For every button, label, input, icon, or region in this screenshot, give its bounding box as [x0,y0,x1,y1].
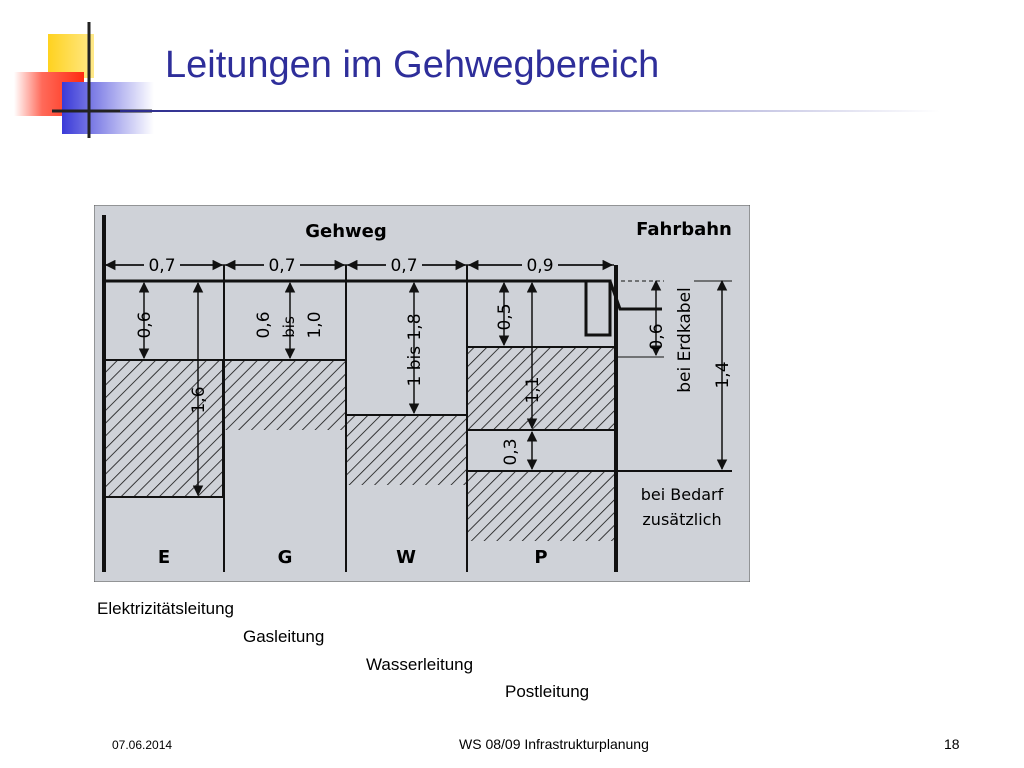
depth-p-top: 0,5 [495,303,515,331]
width-label-e: 0,7 [148,256,176,276]
caption-water: Wasserleitung [366,655,474,674]
zone-post-lower [468,471,616,541]
caption-post: Postleitung [505,682,590,701]
slide-title: Leitungen im Gehwegbereich [165,44,660,86]
title-underline [120,110,940,112]
zone-water [346,415,467,485]
column-label-g: G [277,547,293,568]
column-label-p: P [534,547,548,568]
footer-page-number: 18 [944,736,960,752]
width-label-p: 0,9 [526,256,554,276]
width-label-g: 0,7 [268,256,296,276]
zone-electric [104,360,223,497]
caption-electric: Elektrizitätsleitung [97,599,235,618]
depth-e-top: 0,6 [135,311,155,339]
depth-p-gap: 0,3 [501,438,521,466]
header-road: Fahrbahn [636,219,732,240]
header-sidewalk: Gehweg [305,221,387,242]
extra-note-line1: bei Bedarf [640,485,724,504]
cable-note: bei Erdkabel [675,287,695,393]
utility-cross-section-diagram [94,205,750,582]
slide-logo [0,0,160,140]
width-label-w: 0,7 [390,256,418,276]
depth-curb: 0,6 [647,323,667,351]
footer-course: WS 08/09 Infrastrukturplanung [459,736,649,752]
depth-e-height: 1,6 [189,386,209,414]
column-label-e: E [157,547,171,568]
extra-note-line2: zusätzlich [642,510,722,529]
depth-g-line2: bis [280,316,298,338]
column-label-w: W [396,547,416,568]
depth-g-line3: 1,0 [305,311,325,339]
depth-cable-total: 1,4 [713,361,733,389]
depth-g-line1: 0,6 [254,311,274,339]
footer-date: 07.06.2014 [112,738,173,752]
caption-gas: Gasleitung [243,627,325,646]
depth-p-band: 1,1 [523,376,543,404]
zone-gas [224,360,345,430]
depth-w: 1 bis 1,8 [405,313,425,387]
